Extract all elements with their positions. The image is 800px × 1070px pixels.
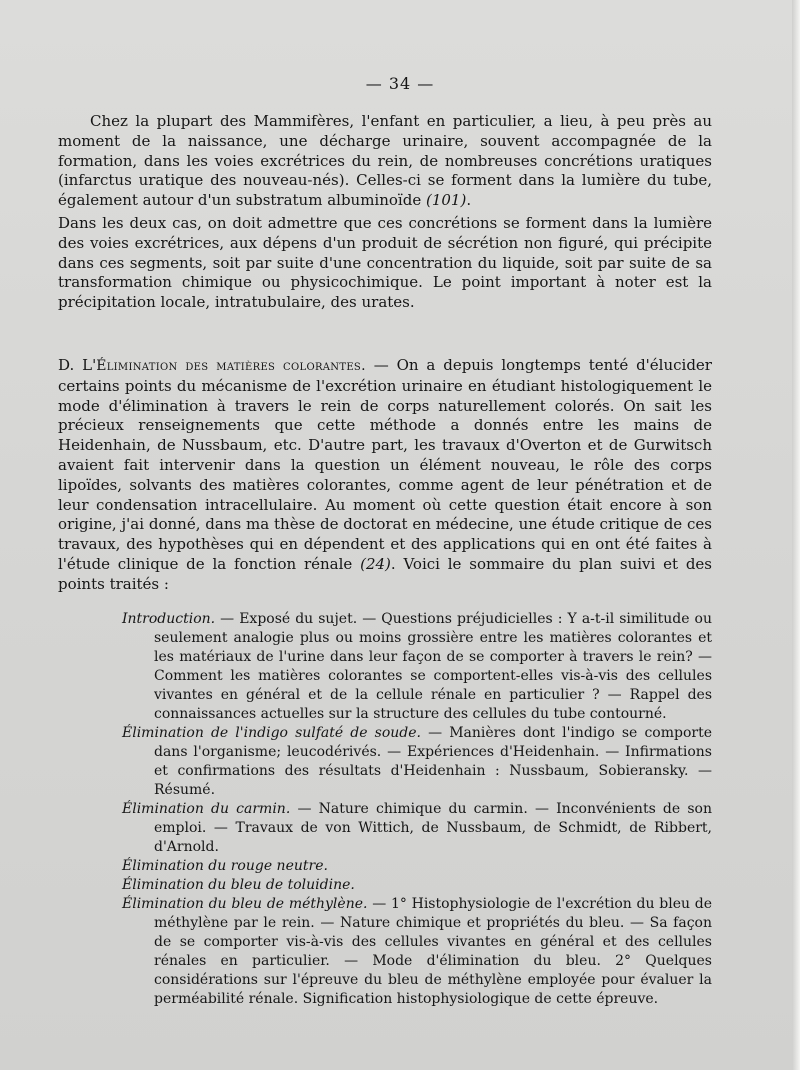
summary-item-title: Élimination du rouge neutre.: [122, 858, 328, 874]
paragraph-text: Chez la plupart des Mammifères, l'enfant en particulier, a lieu, à peu près au moment de la naissance, une décharge urinaire, souvent accompagnée de la formation, dans les voies excrétrices du rein, de nombreuses concrétions uratiques (infarctus uratique des nouveau-nés). Celles-ci se forment dans la lumière du tube, également autour d'un substratum albuminoïde: [58, 112, 712, 210]
paragraph-end: . Voici le sommaire du plan suivi et des points traités :: [58, 554, 712, 593]
summary-list: [122, 610, 712, 1009]
paragraph-matieres-colorantes: [58, 356, 712, 595]
summary-item: [122, 724, 712, 800]
reference: (101): [425, 191, 467, 210]
summary-item-title: Élimination du carmin.: [122, 801, 291, 817]
summary-item: [122, 800, 712, 857]
paragraph-text: — On a depuis longtemps tenté d'élucider certains points du mécanisme de l'excrétion urinaire en étudiant histologiquement le mode d'élimination à travers le rein de corps naturellement colorés. On sait les précieux renseignements que cette méthode a donnés entre les mains de Heidenhain, de Nussbaum, etc. D'autre part, les travaux d'Overton et de Gurwitsch avaient fait intervenir dans la question un élément nouveau, le rôle des corps lipoïdes, solvants des matières colorantes, comme agent de leur pénétration et de leur condensation intracellulaire. Au moment où cette question était encore à son origine, j'ai donné, dans ma thèse de doctorat en médecine, une étude critique de ces travaux, des hypothèses qui en dépendent et des applications qui en ont été faites à l'étude clinique de la fonction rénale: [58, 356, 712, 573]
summary-item-text: — Manières dont l'indigo se comporte dans l'organisme; leucodérivés. — Expériences d'Heidenhain. — Infirmations et confirmations des résultats d'Heidenhain : Nussbaum, Sobieransky. — Résumé.: [154, 725, 712, 798]
summary-item-title: Élimination de l'indigo sulfaté de soude.: [122, 725, 421, 741]
summary-item: [122, 876, 712, 895]
summary-item-text: — Nature chimique du carmin. — Inconvénients de son emploi. — Travaux de von Wittich, de Nussbaum, de Schmidt, de Ribbert, d'Arnold.: [154, 801, 712, 855]
section-heading: Élimination des matières colorantes.: [96, 358, 366, 374]
paragraph-infarctus: [58, 112, 712, 211]
paragraph-precipitation: Dans les deux cas, on doit admettre que ces concrétions se forment dans la lumière des voies excrétrices, aux dépens d'un produit de sécrétion non figuré, qui précipite dans ces segments, soit par suite d'une concentration du liquide, soit par suite de sa transformation chimique ou physicochimique. Le point important à noter est la précipitation locale, intratubulaire, des urates.: [58, 214, 712, 312]
summary-item: [122, 857, 712, 876]
summary-item-title: Élimination du bleu de méthylène.: [122, 896, 368, 912]
page-number: — 34 —: [365, 74, 435, 93]
paragraph-end: .: [466, 191, 472, 210]
section-letter: D. L': [58, 356, 97, 374]
summary-item-text: — 1° Histophysiologie de l'excrétion du bleu de méthylène par le rein. — Nature chimique et propriétés du bleu. — Sa façon de se comporter vis-à-vis des cellules vivantes en général et des cellules rénales en particulier. — Mode d'élimination du bleu. 2° Quelques considérations sur l'épreuve du bleu de méthylène employée pour évaluer la perméabilité rénale. Signification histophysiologique de cette épreuve.: [154, 896, 713, 1007]
summary-item-text: — Exposé du sujet. — Questions préjudicielles : Y a-t-il similitude ou seulement analogie plus ou moins grossière entre les matières colorantes et les matériaux de l'urine dans leur façon de se comporter à travers le rein? — Comment les matières colorantes se comportent-elles vis-à-vis des cellules vivantes en général et de la cellule rénale en particulier ? — Rappel des connaissances actuelles sur la structure des cellules du tube contourné.: [154, 611, 712, 722]
reference: (24): [360, 554, 391, 573]
page-edge: [792, 0, 800, 1070]
summary-item: [122, 895, 712, 1009]
summary-item-title: Élimination du bleu de toluidine.: [122, 877, 355, 893]
summary-item-title: Introduction.: [122, 611, 216, 627]
summary-item: [122, 610, 712, 724]
